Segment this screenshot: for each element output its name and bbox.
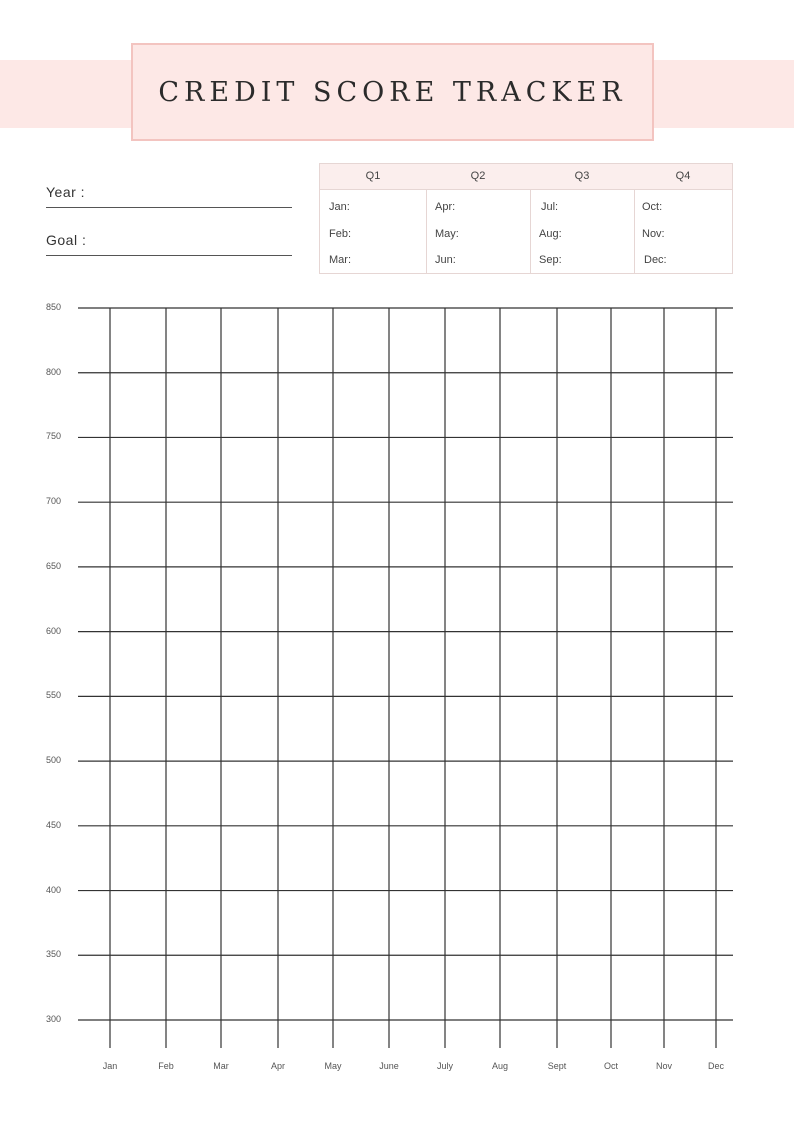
month-may-field[interactable]: May: bbox=[435, 228, 459, 240]
y-tick-label: 700 bbox=[46, 496, 62, 507]
y-tick-label: 400 bbox=[46, 884, 62, 895]
quarter-header-q3: Q3 bbox=[574, 170, 590, 182]
y-tick-label: 600 bbox=[46, 625, 62, 636]
x-tick-label: Oct bbox=[603, 1061, 618, 1071]
y-tick-label: 300 bbox=[46, 1014, 62, 1024]
month-sep-field[interactable]: Sep: bbox=[539, 254, 562, 266]
page-title: CREDIT SCORE TRACKER bbox=[158, 76, 627, 108]
y-tick-label: 450 bbox=[46, 819, 62, 830]
month-nov-field[interactable]: Nov: bbox=[642, 228, 665, 240]
y-tick-label: 350 bbox=[46, 949, 62, 960]
x-tick-label: Feb bbox=[158, 1061, 174, 1071]
x-tick-label: Nov bbox=[655, 1061, 672, 1071]
goal-label: Goal : bbox=[46, 232, 87, 248]
month-feb-field[interactable]: Feb: bbox=[329, 228, 352, 240]
month-jun-field[interactable]: Jun: bbox=[435, 254, 456, 266]
x-tick-label: Dec bbox=[707, 1061, 724, 1071]
month-oct-field[interactable]: Oct: bbox=[642, 201, 663, 213]
quarter-header-q2: Q2 bbox=[470, 170, 486, 182]
month-aug-field[interactable]: Aug: bbox=[539, 228, 562, 240]
quarter-header-q1: Q1 bbox=[365, 170, 381, 182]
x-tick-label: Jan bbox=[102, 1061, 118, 1071]
x-tick-label: Sept bbox=[547, 1061, 567, 1071]
x-tick-label: Apr bbox=[270, 1061, 285, 1071]
y-tick-label: 500 bbox=[46, 755, 62, 766]
year-label: Year : bbox=[46, 184, 86, 200]
y-tick-label: 750 bbox=[46, 431, 62, 442]
y-tick-label: 850 bbox=[46, 302, 62, 312]
y-tick-label: 800 bbox=[46, 366, 62, 377]
quarter-header-q4: Q4 bbox=[675, 170, 691, 182]
y-tick-label: 550 bbox=[46, 690, 62, 701]
month-apr-field[interactable]: Apr: bbox=[435, 201, 456, 213]
x-tick-label: Aug bbox=[491, 1061, 508, 1071]
month-dec-field[interactable]: Dec: bbox=[644, 254, 667, 266]
y-tick-label: 650 bbox=[46, 560, 62, 571]
x-tick-label: July bbox=[436, 1061, 453, 1071]
x-tick-label: Mar bbox=[213, 1061, 229, 1071]
month-jan-field[interactable]: Jan: bbox=[329, 201, 350, 213]
x-tick-label: May bbox=[324, 1061, 342, 1071]
month-mar-field[interactable]: Mar: bbox=[329, 254, 351, 266]
x-tick-label: June bbox=[379, 1061, 399, 1071]
month-jul-field[interactable]: Jul: bbox=[541, 201, 559, 213]
